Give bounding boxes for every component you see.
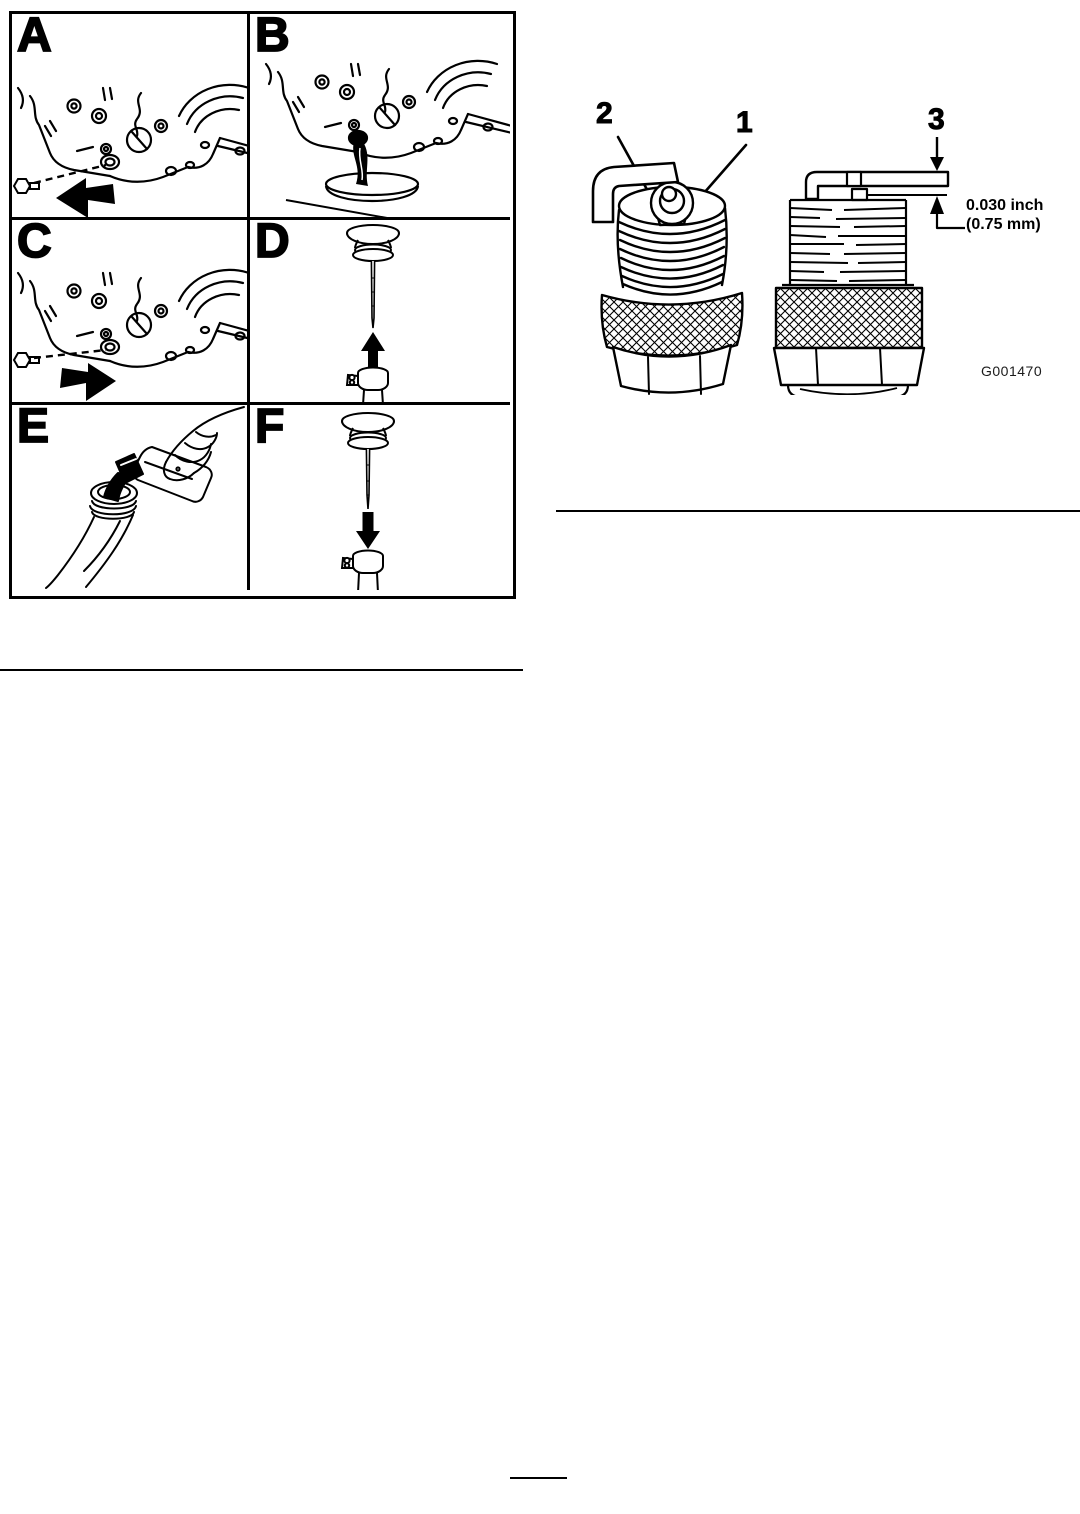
gap-dimension-label [966,196,1043,234]
spark-plug-drawing [560,95,1080,395]
filler-tube-fitting [347,368,388,391]
down-arrow-icon [356,512,380,549]
install-arrow-icon [60,363,116,401]
drain-plug-bolt [14,353,39,367]
figure-code: G001470 [981,363,1043,379]
install-path-dashed-line [34,350,106,358]
filler-tube [46,501,136,588]
dipstick [342,413,394,449]
footer-divider [510,1477,567,1479]
figure-panel-e [12,405,250,590]
figure-panel-c [12,220,250,405]
section-divider-left [0,669,523,671]
remove-arrow-icon [56,178,115,218]
section-divider-right [556,510,1080,512]
dipstick-rod [371,261,374,328]
panel-letter-e: E [17,405,50,453]
hex-base [774,348,924,385]
drain-plug-bolt [14,179,39,193]
figure-panel-d [250,220,510,405]
knurl-band [776,288,922,348]
knurl-band [602,293,743,356]
figure-panel-a [12,14,250,220]
callout-2-label: 2 [596,97,613,130]
oil-change-figure-grid [9,11,516,599]
gap-millimeters: (0.75 mm) [966,216,1041,233]
figure-panel-b [250,14,510,220]
spark-plug-end-view [593,137,746,394]
center-electrode [852,189,867,200]
spark-plug-side-view [774,137,965,395]
threads [790,208,906,281]
dipstick [347,225,399,261]
filler-tube [358,573,378,590]
panel-letter-d: D [255,220,290,268]
panel-letter-f: F [255,405,285,453]
panel-letter-b: B [255,14,290,62]
gap-inches: 0.030 inch [966,197,1044,214]
callout-3-label: 3 [928,103,945,136]
spark-plug-figure [560,95,1080,395]
figure-panel-f [250,405,510,590]
callout-1-label: 1 [736,106,753,139]
dipstick-insert-drawing [250,405,510,590]
filler-tube [363,390,383,405]
ground-line [286,200,404,220]
filler-tube-fitting [342,551,383,574]
up-arrow-icon [361,332,385,370]
dipstick-rod [366,449,369,509]
panel-letter-c: C [17,220,52,268]
panel-letter-a: A [17,14,52,62]
drain-pan [326,173,418,201]
